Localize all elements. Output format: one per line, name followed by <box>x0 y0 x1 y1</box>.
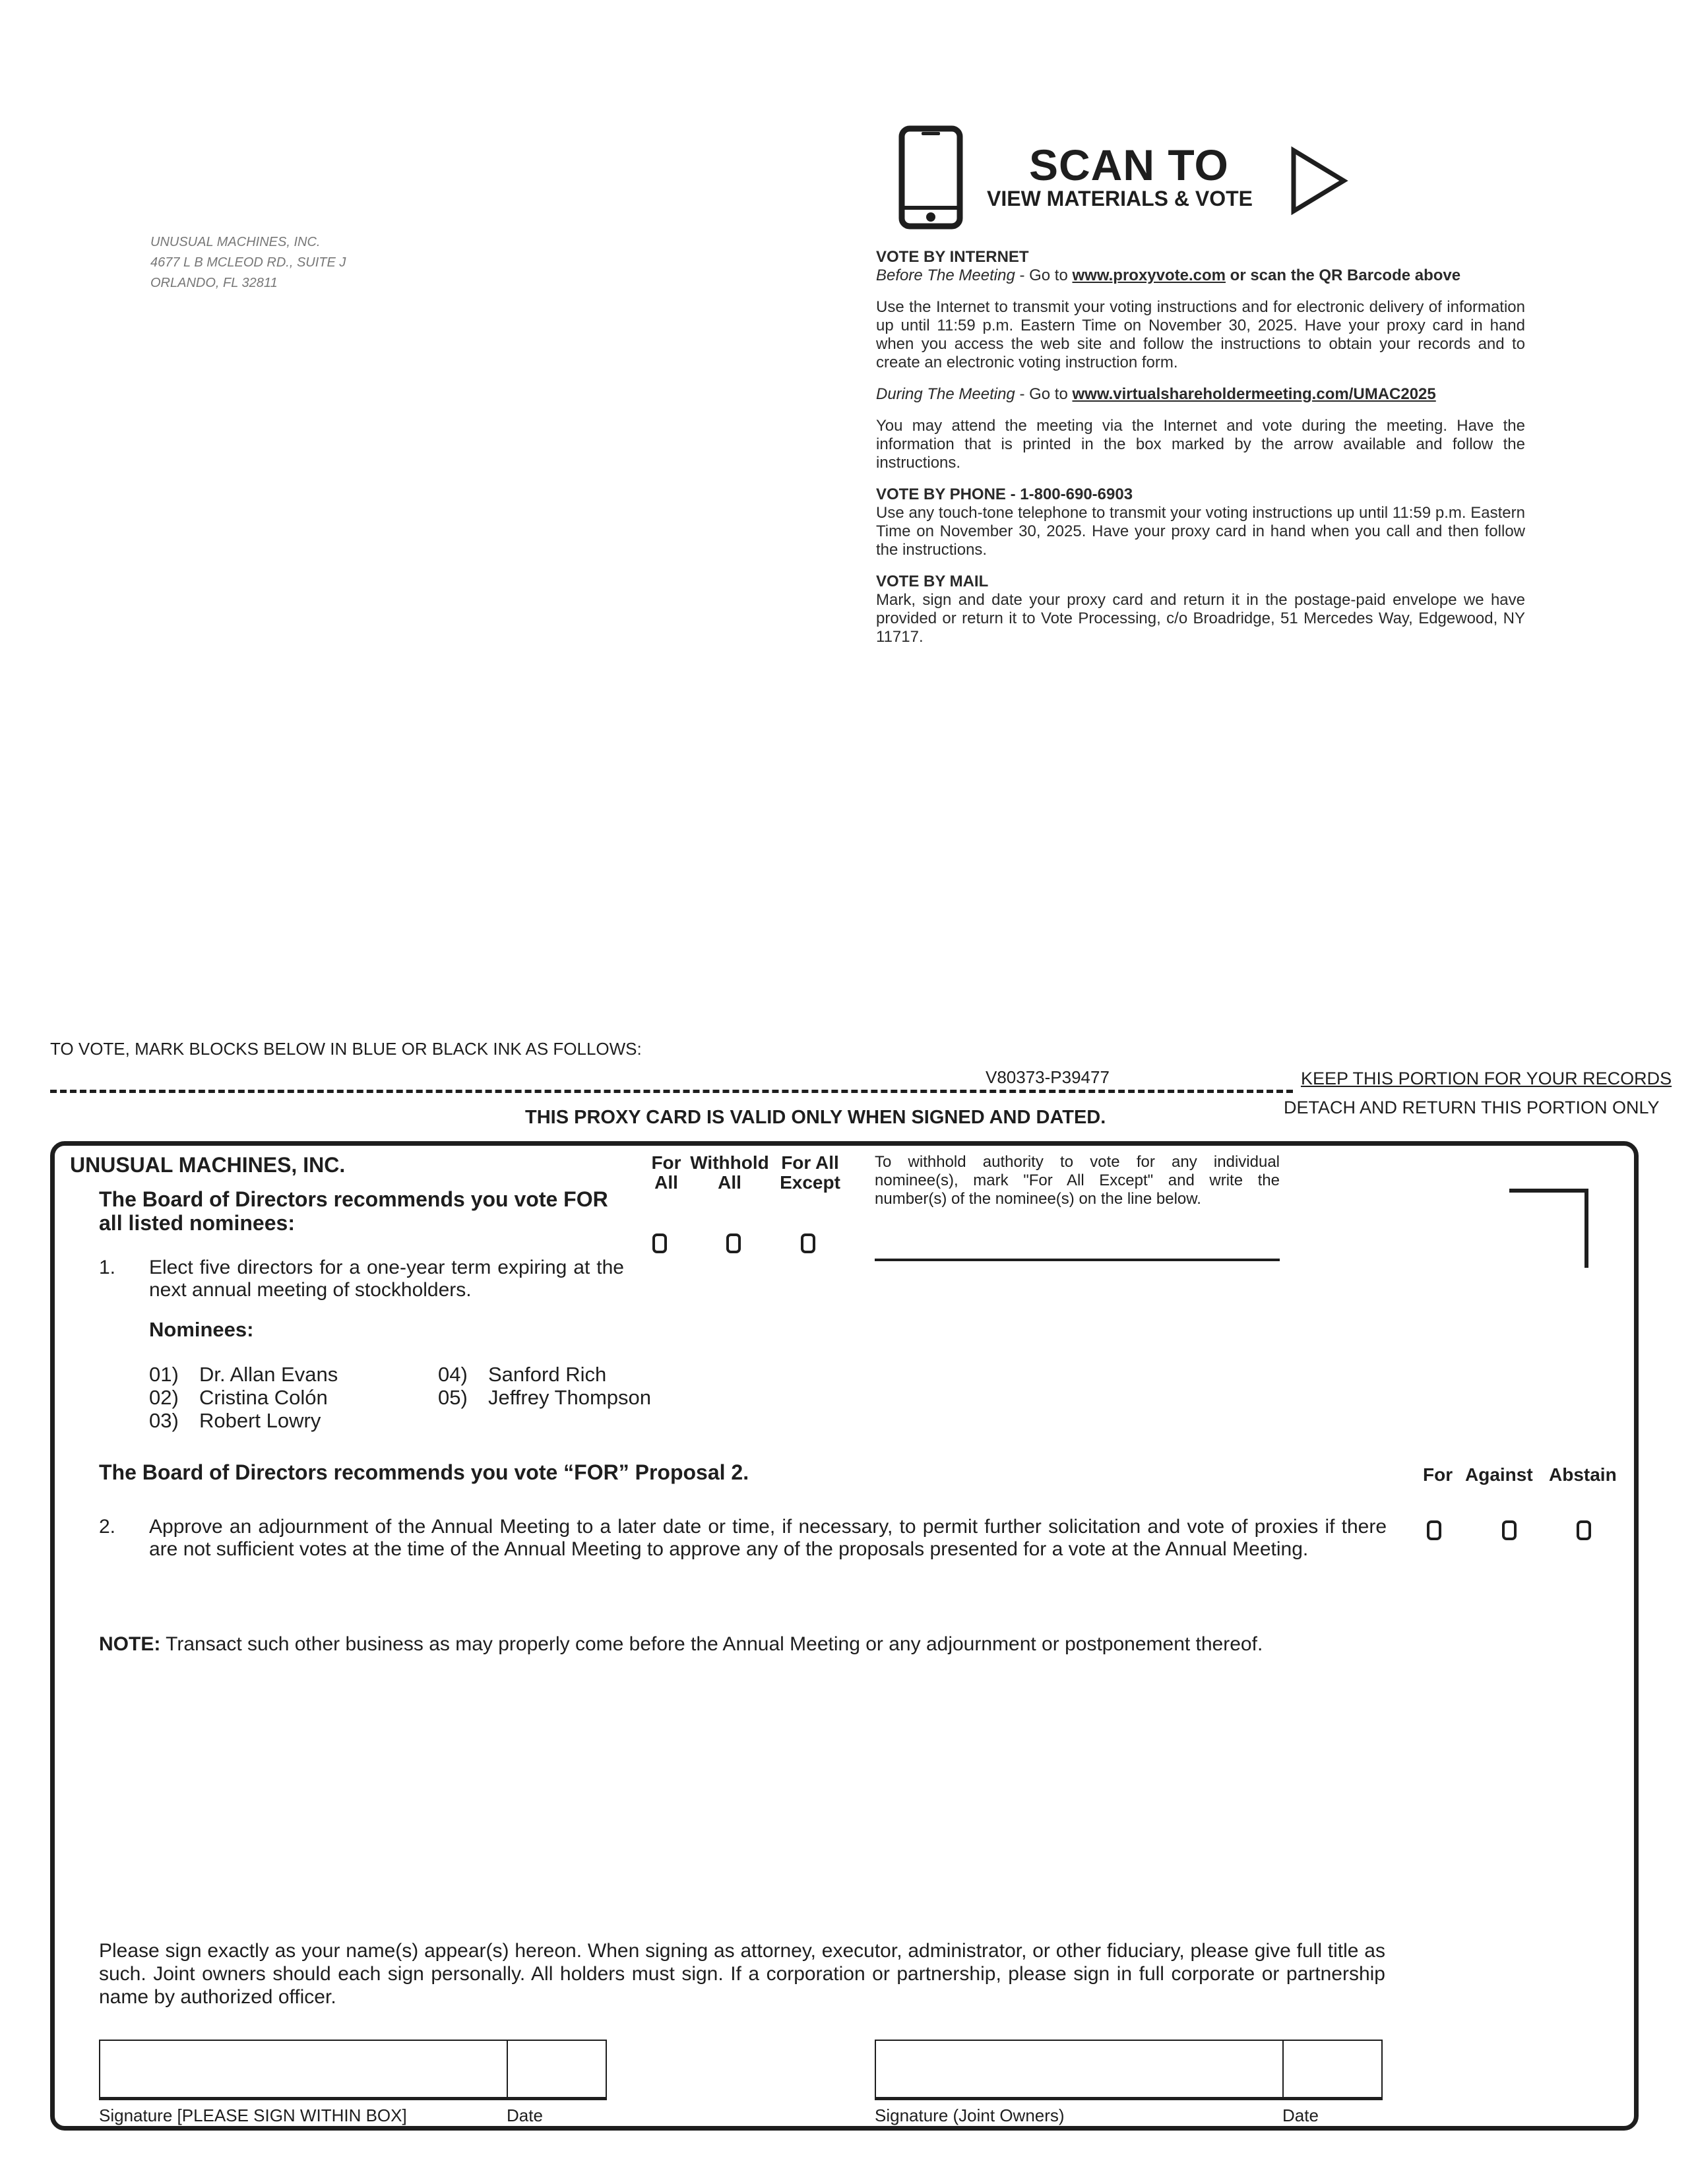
corner-registration-mark <box>1509 1189 1588 1268</box>
nominee-03 <box>149 1409 321 1432</box>
col-withhold-line1: Withhold <box>690 1152 769 1173</box>
play-arrow-icon <box>1290 146 1349 218</box>
item-2-number: 2. <box>99 1516 116 1538</box>
signature-box[interactable] <box>99 2040 508 2100</box>
recommendation-1-line1: The Board of Directors recommends you vote FOR <box>99 1187 608 1211</box>
vote-mail-heading: VOTE BY MAIL <box>876 573 989 590</box>
control-number: V80373-P39477 <box>986 1067 1110 1087</box>
during-meeting-body: You may attend the meeting via the Internet and vote during the meeting. Have the information that is printed in the box marked by the arrow available and follow the instructions. <box>876 417 1525 472</box>
col-abstain: Abstain <box>1549 1464 1617 1485</box>
checkbox-for-all[interactable] <box>652 1233 667 1253</box>
return-address-line1: UNUSUAL MACHINES, INC. <box>150 235 321 249</box>
detach-dashed-line <box>50 1090 1293 1093</box>
withhold-nominee-line[interactable] <box>875 1259 1280 1261</box>
col-withhold-line2: All <box>718 1172 741 1193</box>
col-for: For <box>1423 1464 1453 1485</box>
before-meeting-line <box>876 266 1525 285</box>
during-meeting-line <box>876 385 1525 404</box>
col-withhold-all <box>683 1153 776 1193</box>
virtual-meeting-link[interactable]: www.virtualshareholdermeeting.com/UMAC2025 <box>1072 385 1436 403</box>
keep-portion-text: KEEP THIS PORTION FOR YOUR RECORDS <box>1301 1069 1672 1088</box>
before-goto: - Go to <box>1015 266 1073 284</box>
note-body: Transact such other business as may properly come before the Annual Meeting or any adjournment or postponement thereof. <box>160 1633 1263 1655</box>
nominee-number: 03) <box>149 1409 179 1432</box>
smartphone-icon <box>898 125 963 233</box>
col-for-all-except <box>776 1153 844 1193</box>
col-for-all <box>646 1153 686 1193</box>
note-label: NOTE: <box>99 1633 161 1655</box>
return-address <box>150 232 346 294</box>
item-1-number: 1. <box>99 1257 116 1278</box>
nominee-05 <box>438 1386 651 1409</box>
nominee-01 <box>149 1363 338 1386</box>
recommendation-1-line2: all listed nominees: <box>99 1211 295 1235</box>
checkbox-proposal2-for[interactable] <box>1427 1520 1441 1540</box>
withhold-instruction: To withhold authority to vote for any individual nominee(s), mark "For All Except" and write the number(s) of the nominee(s) on the line below. <box>875 1153 1280 1208</box>
return-address-line3: ORLANDO, FL 32811 <box>150 276 278 290</box>
nominee-name: Jeffrey Thompson <box>488 1386 651 1409</box>
checkbox-withhold-all[interactable] <box>726 1233 741 1253</box>
before-suffix: or scan the QR Barcode above <box>1226 266 1461 284</box>
col-except-line1: For All <box>781 1152 839 1173</box>
joint-signature-box[interactable] <box>875 2040 1284 2100</box>
vote-phone-body: Use any touch-tone telephone to transmit your voting instructions up until 11:59 p.m. Eastern Time on November 30, 2025. Have your proxy card in hand when you call and then follow the instructions. <box>876 504 1525 559</box>
nominee-02 <box>149 1386 328 1409</box>
during-meeting-label: During The Meeting <box>876 385 1015 403</box>
scan-subtitle: VIEW MATERIALS & VOTE <box>987 187 1253 210</box>
checkbox-proposal2-against[interactable] <box>1502 1520 1517 1540</box>
before-meeting-label: Before The Meeting <box>876 266 1015 284</box>
checkbox-for-all-except[interactable] <box>801 1233 815 1253</box>
during-goto: - Go to <box>1015 385 1073 403</box>
vote-mail-body: Mark, sign and date your proxy card and return it in the postage-paid envelope we have provided or return it to Vote Processing, c/o Broadridge, 51 Mercedes Way, Edgewood, NY 11717. <box>876 591 1525 646</box>
scan-title: SCAN TO <box>1029 140 1229 189</box>
nominee-name: Dr. Allan Evans <box>199 1363 338 1386</box>
col-for-all-line2: All <box>654 1172 678 1193</box>
nominee-name: Sanford Rich <box>488 1363 607 1386</box>
mark-instruction: TO VOTE, MARK BLOCKS BELOW IN BLUE OR BLACK INK AS FOLLOWS: <box>50 1039 642 1059</box>
nominee-04 <box>438 1363 606 1386</box>
nominees-heading: Nominees: <box>149 1318 254 1341</box>
col-for-all-line1: For <box>651 1152 681 1173</box>
recommendation-2: The Board of Directors recommends you vote “FOR” Proposal 2. <box>99 1460 749 1484</box>
recommendation-1 <box>99 1187 608 1235</box>
item-1-text: Elect five directors for a one-year term expiring at the next annual meeting of stockholders. <box>149 1257 624 1301</box>
vote-internet-body: Use the Internet to transmit your voting instructions and for electronic delivery of information up until 11:59 p.m. Eastern Time on November 30, 2025. Have your proxy card in hand when you access the web site and follow the instructions to obtain your records and to create an electronic voting instruction form. <box>876 298 1525 371</box>
proxyvote-link[interactable]: www.proxyvote.com <box>1072 266 1226 284</box>
sign-instruction: Please sign exactly as your name(s) appear(s) hereon. When signing as attorney, executor, administrator, or other fiduciary, please give full title as such. Joint owners should each sign personally. All holders must sign. If a corporation or partnership, please sign in full corporate or partnership name by authorized officer. <box>99 1940 1385 2008</box>
checkbox-proposal2-abstain[interactable] <box>1577 1520 1591 1540</box>
joint-signature-label: Signature (Joint Owners) <box>875 2106 1065 2125</box>
return-address-line2: 4677 L B MCLEOD RD., SUITE J <box>150 255 346 270</box>
joint-date-label: Date <box>1282 2106 1319 2125</box>
signature-label: Signature [PLEASE SIGN WITHIN BOX] <box>99 2106 407 2125</box>
nominee-number: 04) <box>438 1363 468 1386</box>
vote-phone-heading: VOTE BY PHONE - 1-800-690-6903 <box>876 485 1133 503</box>
vote-internet-heading: VOTE BY INTERNET <box>876 248 1029 266</box>
company-name: UNUSUAL MACHINES, INC. <box>70 1153 346 1177</box>
col-against: Against <box>1465 1464 1533 1485</box>
valid-notice: THIS PROXY CARD IS VALID ONLY WHEN SIGNED AND DATED. <box>525 1107 1106 1128</box>
col-except-line2: Except <box>780 1172 840 1193</box>
nominee-name: Cristina Colón <box>199 1386 328 1409</box>
nominee-number: 01) <box>149 1363 179 1386</box>
nominee-number: 05) <box>438 1386 468 1409</box>
date-label: Date <box>507 2106 543 2125</box>
note-text <box>99 1633 1263 1656</box>
nominee-name: Robert Lowry <box>199 1409 321 1432</box>
voting-instructions <box>876 248 1525 646</box>
date-box[interactable] <box>507 2040 607 2100</box>
item-2-text: Approve an adjournment of the Annual Meeting to a later date or time, if necessary, to permit further solicitation and vote of proxies if there are not sufficient votes at the time of the Annual Meeting to approve any of the proposals presented for a vote at the Annual Meeting. <box>149 1516 1387 1560</box>
detach-portion-text: DETACH AND RETURN THIS PORTION ONLY <box>1284 1098 1660 1117</box>
joint-date-box[interactable] <box>1282 2040 1383 2100</box>
nominee-number: 02) <box>149 1386 179 1409</box>
